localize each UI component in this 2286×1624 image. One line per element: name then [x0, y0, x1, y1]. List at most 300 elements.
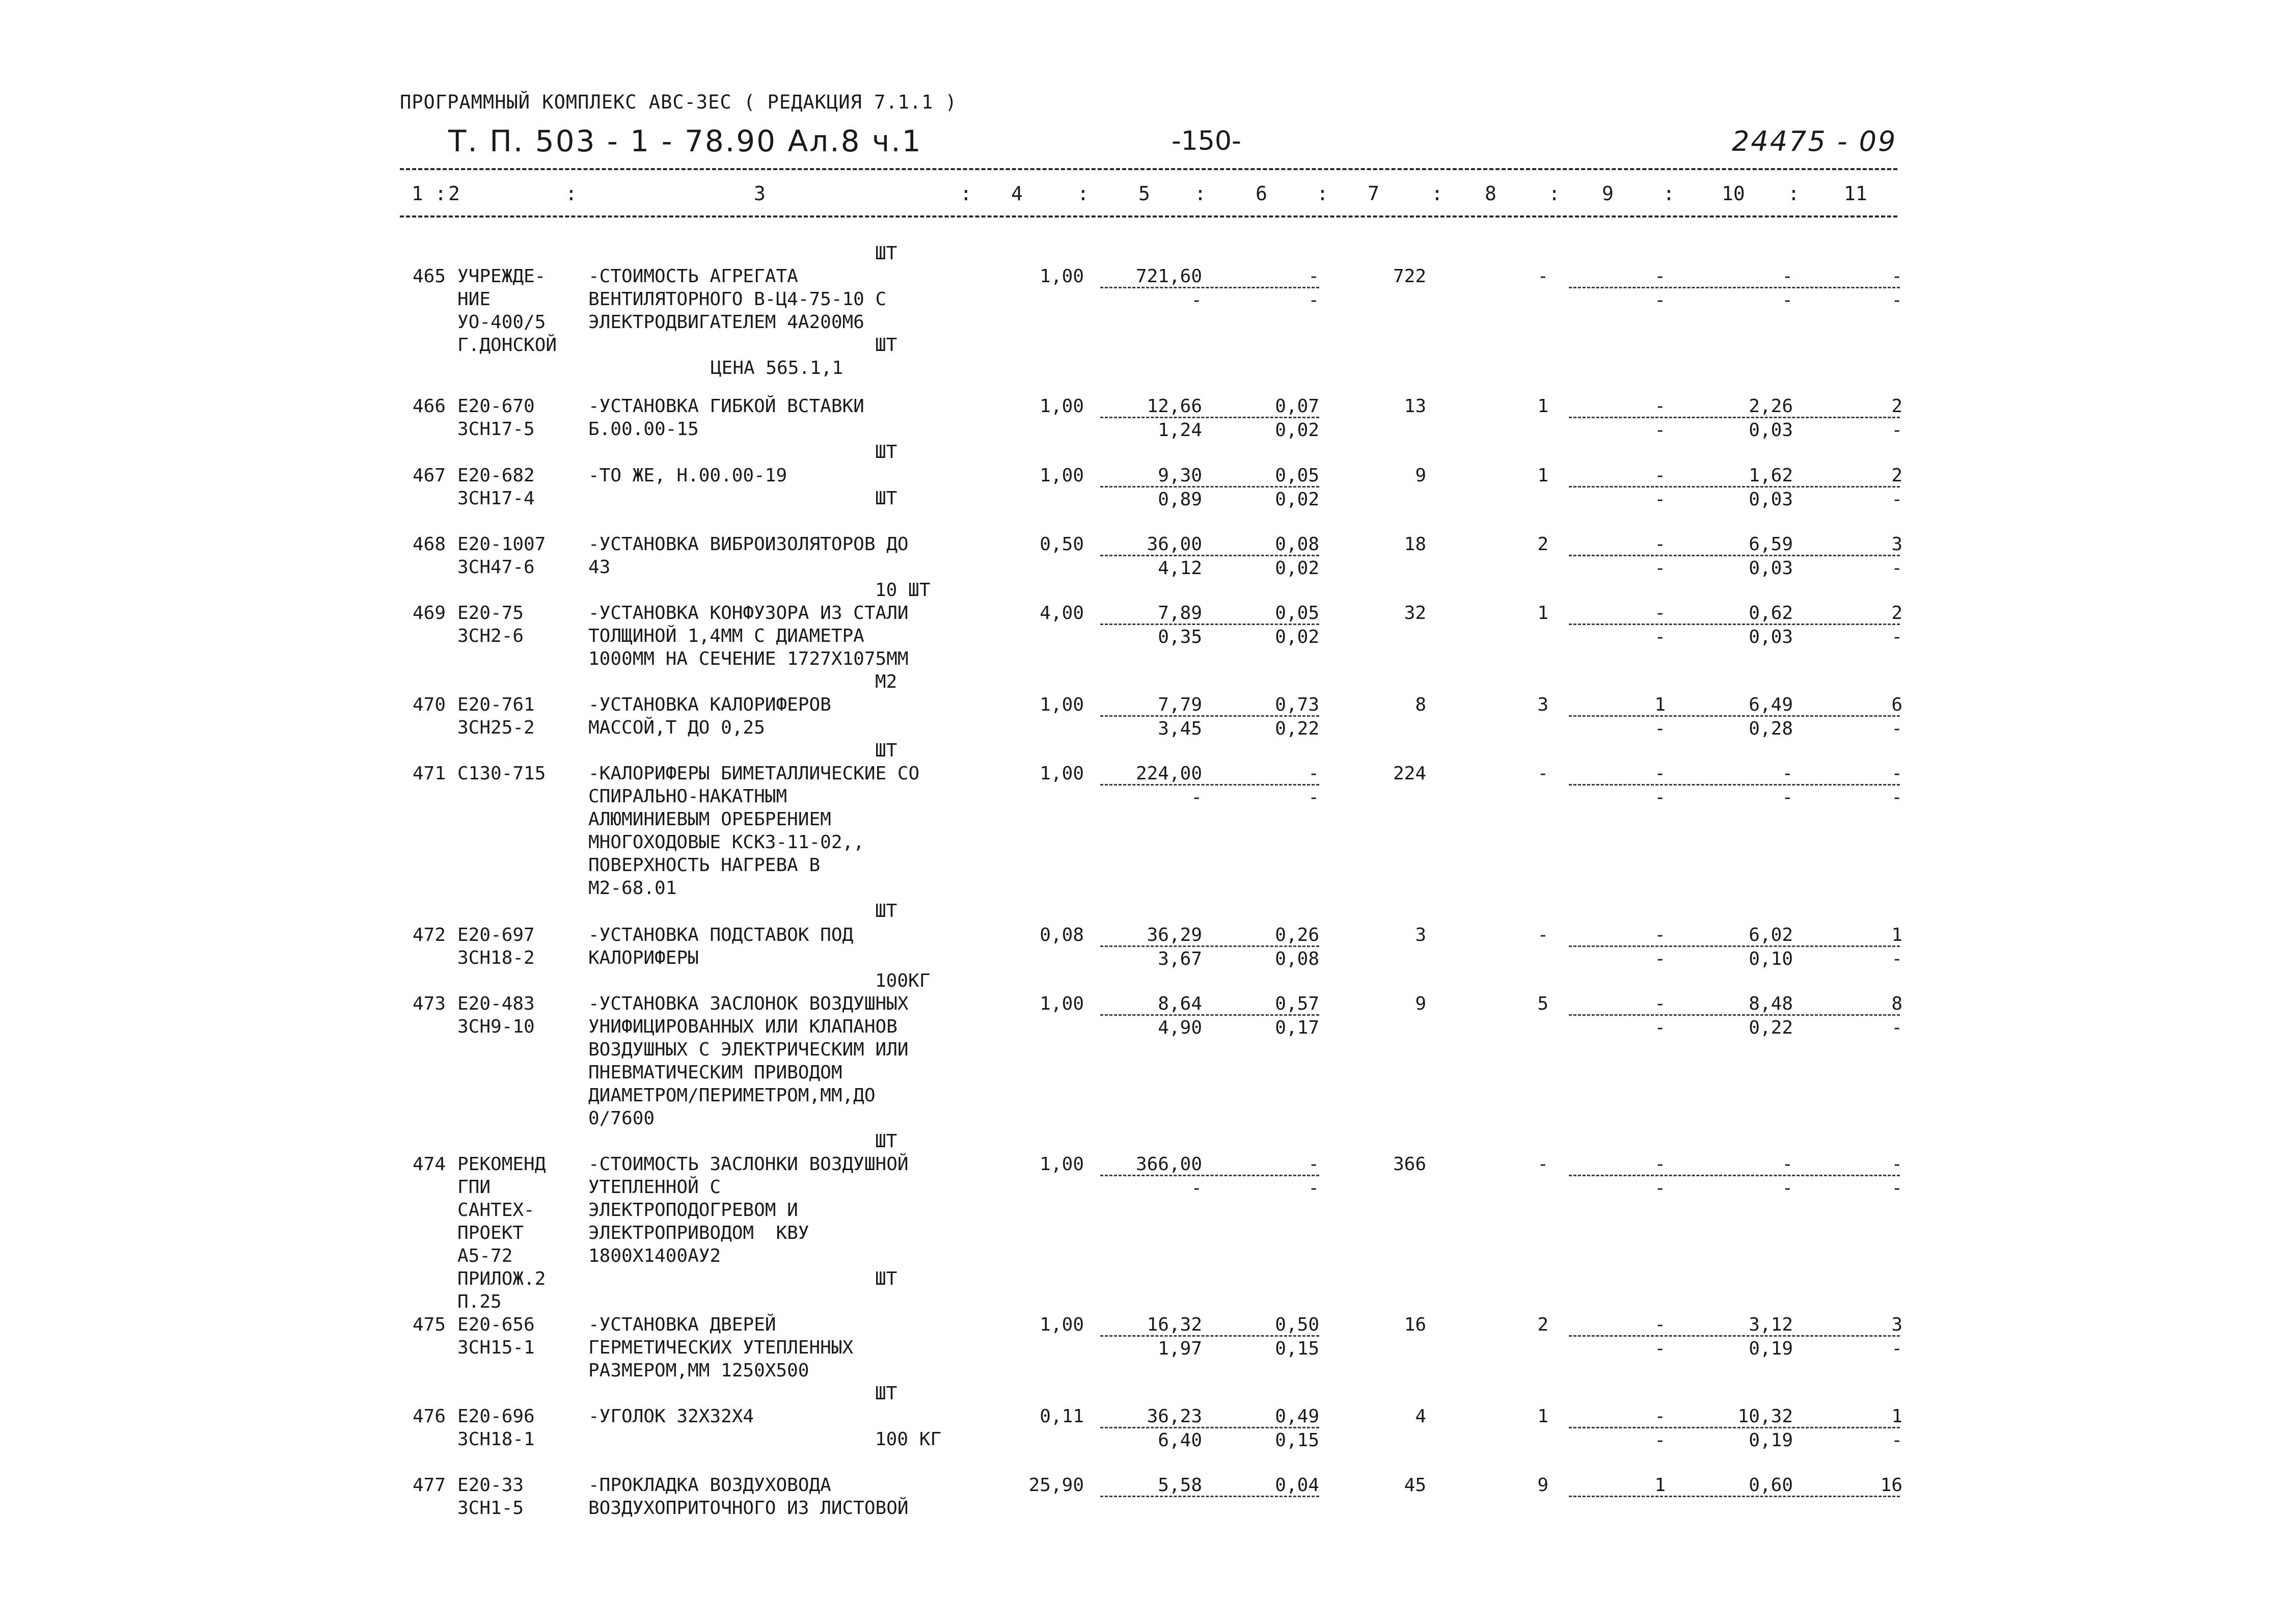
col10-value: 6,59: [1749, 534, 1793, 555]
doc-code: Т. П. 503 - 1 - 78.90 Ал.8 ч.1: [448, 124, 922, 158]
work-description: -УСТАНОВКА КАЛОРИФЕРОВ: [588, 694, 831, 715]
rate-code: НИЕ: [457, 289, 491, 310]
col5-value: 5,58: [1158, 1475, 1202, 1496]
col5-value: 224,00: [1135, 763, 1202, 784]
row-number: 472: [413, 925, 446, 945]
rate-code: Е20-483: [457, 993, 535, 1014]
col6-value: 0,08: [1275, 534, 1319, 555]
col8-value: -: [1537, 925, 1548, 945]
col10-value: 0,62: [1749, 603, 1793, 624]
col11-subvalue: -: [1891, 1017, 1902, 1038]
unit-label: 100КГ: [875, 970, 931, 991]
col5-value: 16,32: [1147, 1314, 1202, 1335]
work-description: ВОЗДУХОПРИТОЧНОГО ИЗ ЛИСТОВОЙ: [588, 1498, 909, 1519]
column-header-16: :: [1663, 182, 1675, 205]
rate-code: ЗСН18-1: [457, 1429, 535, 1450]
col11-subvalue: -: [1891, 558, 1902, 579]
row-underline: [1100, 945, 1319, 947]
col6-subvalue: 0,02: [1275, 420, 1319, 441]
col8-value: 2: [1537, 534, 1548, 555]
col11-value: -: [1891, 1154, 1902, 1175]
col5-subvalue: 4,12: [1158, 558, 1202, 579]
row-underline: [1100, 1014, 1319, 1016]
row-number: 477: [413, 1475, 446, 1496]
col9-subvalue: -: [1654, 1178, 1666, 1199]
rate-code: Г.ДОНСКОЙ: [457, 335, 557, 356]
col6-subvalue: 0,22: [1275, 718, 1319, 739]
row-underline: [1569, 1427, 1900, 1428]
rate-code: ЗСН15-1: [457, 1337, 535, 1358]
col6-subvalue: 0,17: [1275, 1017, 1319, 1038]
col6-value: -: [1308, 266, 1319, 287]
price-note: ЦЕНА 565.1,1: [711, 358, 843, 378]
col6-value: 0,50: [1275, 1314, 1319, 1335]
row-number: 471: [413, 763, 446, 784]
col6-value: -: [1308, 1154, 1319, 1175]
work-description: АЛЮМИНИЕВЫМ ОРЕБРЕНИЕМ: [588, 809, 831, 830]
row-underline: [1100, 287, 1319, 288]
unit-label: ШТ: [875, 901, 897, 922]
rate-code: Е20-75: [457, 603, 524, 624]
row-number: 474: [413, 1154, 446, 1175]
col7-value: 9: [1415, 465, 1426, 486]
col10-subvalue: 0,03: [1749, 558, 1793, 579]
work-description: ВОЗДУШНЫХ С ЭЛЕКТРИЧЕСКИМ ИЛИ: [588, 1039, 909, 1060]
row-underline: [1569, 945, 1900, 947]
col5-subvalue: -: [1191, 787, 1202, 808]
page-number: -150-: [1172, 126, 1241, 156]
row-number: 475: [413, 1314, 446, 1335]
rate-code: Е20-697: [457, 925, 535, 945]
rate-code: ПРИЛОЖ.2: [457, 1268, 546, 1289]
col8-value: -: [1537, 1154, 1548, 1175]
rate-code: С130-715: [457, 763, 546, 784]
column-header-1: 2: [448, 182, 460, 205]
quantity-value: 1,00: [1040, 1154, 1084, 1175]
work-description: М2-68.01: [588, 878, 677, 899]
row-number: 466: [413, 396, 446, 417]
row-underline: [1100, 486, 1319, 488]
rate-code: ЗСН17-5: [457, 419, 535, 440]
rate-code: УЧРЕЖДЕ-: [457, 266, 546, 287]
col9-value: -: [1654, 465, 1666, 486]
work-description: МАССОЙ,Т ДО 0,25: [588, 717, 765, 738]
col6-subvalue: 0,02: [1275, 627, 1319, 647]
quantity-value: 1,00: [1040, 396, 1084, 417]
top-rule: [400, 168, 1897, 170]
col8-value: 2: [1537, 1314, 1548, 1335]
col9-subvalue: -: [1654, 1017, 1666, 1038]
work-description: -УСТАНОВКА КОНФУЗОРА ИЗ СТАЛИ: [588, 603, 909, 624]
column-header-7: 5: [1138, 182, 1150, 205]
col9-subvalue: -: [1654, 290, 1666, 311]
work-description: 0/7600: [588, 1108, 655, 1129]
col11-value: 2: [1891, 465, 1902, 486]
row-underline: [1569, 486, 1900, 488]
row-number: 469: [413, 603, 446, 624]
quantity-value: 1,00: [1040, 694, 1084, 715]
col5-value: 36,29: [1147, 925, 1202, 945]
col11-subvalue: -: [1891, 718, 1902, 739]
rate-code: Е20-696: [457, 1406, 535, 1427]
work-description: ВЕНТИЛЯТОРНОГО В-Ц4-75-10 С: [588, 289, 887, 310]
column-header-19: 11: [1844, 182, 1867, 205]
col10-value: 8,48: [1749, 993, 1793, 1014]
work-description: -ТО ЖЕ, Н.00.00-19: [588, 465, 787, 486]
col6-value: 0,49: [1275, 1406, 1319, 1427]
col10-subvalue: 0,22: [1749, 1017, 1793, 1038]
row-underline: [1100, 1175, 1319, 1176]
rate-code: ЗСН47-6: [457, 557, 535, 578]
row-underline: [1569, 1175, 1900, 1176]
col5-subvalue: 1,24: [1158, 420, 1202, 441]
work-description: РАЗМЕРОМ,ММ 1250Х500: [588, 1360, 809, 1381]
work-description: -УГОЛОК 32Х32Х4: [588, 1406, 754, 1427]
col9-subvalue: -: [1654, 718, 1666, 739]
rate-code: РЕКОМЕНД: [457, 1154, 546, 1175]
col7-value: 4: [1415, 1406, 1426, 1427]
col11-subvalue: -: [1891, 1178, 1902, 1199]
quantity-value: 1,00: [1040, 1314, 1084, 1335]
rate-code: ЗСН1-5: [457, 1498, 524, 1519]
rate-code: Е20-33: [457, 1475, 524, 1496]
work-description: 43: [588, 557, 611, 578]
work-description: 1800Х1400АУ2: [588, 1246, 721, 1266]
col5-value: 721,60: [1135, 266, 1202, 287]
quantity-value: 25,90: [1028, 1475, 1084, 1496]
col6-subvalue: 0,15: [1275, 1338, 1319, 1359]
quantity-value: 1,00: [1040, 465, 1084, 486]
column-header-5: 4: [1011, 182, 1023, 205]
col6-subvalue: 0,08: [1275, 949, 1319, 969]
column-header-2: :: [565, 182, 577, 205]
quantity-value: 1,00: [1040, 266, 1084, 287]
col9-value: -: [1654, 1154, 1666, 1175]
row-number: 476: [413, 1406, 446, 1427]
column-header-14: :: [1548, 182, 1560, 205]
row-underline: [1100, 784, 1319, 786]
rate-code: ПРОЕКТ: [457, 1223, 524, 1243]
work-description: -УСТАНОВКА ДВЕРЕЙ: [588, 1314, 776, 1335]
col5-value: 36,00: [1147, 534, 1202, 555]
column-header-17: 10: [1722, 182, 1745, 205]
rate-code: УО-400/5: [457, 312, 546, 333]
row-underline: [1100, 1496, 1319, 1497]
row-underline: [1100, 715, 1319, 717]
col5-value: 12,66: [1147, 396, 1202, 417]
col10-subvalue: 0,19: [1749, 1430, 1793, 1451]
rate-code: ЗСН17-4: [457, 488, 535, 509]
rate-code: П.25: [457, 1291, 502, 1312]
work-description: УТЕПЛЕННОЙ С: [588, 1177, 721, 1198]
col9-value: -: [1654, 396, 1666, 417]
col11-value: 1: [1891, 1406, 1902, 1427]
work-description: ЭЛЕКТРОДВИГАТЕЛЕМ 4А200М6: [588, 312, 864, 333]
quantity-value: 0,50: [1040, 534, 1084, 555]
col5-subvalue: 3,45: [1158, 718, 1202, 739]
col7-value: 32: [1404, 603, 1426, 624]
col7-value: 18: [1404, 534, 1426, 555]
unit-label: ШТ: [875, 442, 897, 463]
column-header-15: 9: [1602, 182, 1614, 205]
rate-code: Е20-1007: [457, 534, 546, 555]
col9-subvalue: -: [1654, 420, 1666, 441]
work-description: ДИАМЕТРОМ/ПЕРИМЕТРОМ,ММ,ДО: [588, 1085, 876, 1106]
row-underline: [1569, 1014, 1900, 1016]
col6-value: -: [1308, 763, 1319, 784]
col6-value: 0,57: [1275, 993, 1319, 1014]
work-description: -ПРОКЛАДКА ВОЗДУХОВОДА: [588, 1475, 831, 1496]
header-rule: [400, 215, 1897, 218]
work-description: КАЛОРИФЕРЫ: [588, 948, 699, 968]
col10-value: 6,49: [1749, 694, 1793, 715]
unit-label: М2: [875, 671, 897, 692]
row-underline: [1100, 624, 1319, 625]
col8-value: 1: [1537, 1406, 1548, 1427]
col6-subvalue: 0,15: [1275, 1430, 1319, 1451]
unit-label: ШТ: [875, 335, 897, 356]
work-description: -КАЛОРИФЕРЫ БИМЕТАЛЛИЧЕСКИЕ СО: [588, 763, 920, 784]
column-header-10: :: [1317, 182, 1328, 205]
col9-value: 1: [1654, 694, 1666, 715]
col5-subvalue: -: [1191, 290, 1202, 311]
row-underline: [1569, 555, 1900, 556]
rate-code: Е20-761: [457, 694, 535, 715]
col10-value: -: [1782, 763, 1793, 784]
row-underline: [1569, 715, 1900, 717]
col11-value: -: [1891, 266, 1902, 287]
col8-value: 1: [1537, 465, 1548, 486]
col8-value: 1: [1537, 603, 1548, 624]
col9-value: 1: [1654, 1475, 1666, 1496]
col11-subvalue: -: [1891, 787, 1902, 808]
col9-subvalue: -: [1654, 1430, 1666, 1451]
work-description: СПИРАЛЬНО-НАКАТНЫМ: [588, 786, 787, 807]
column-header-11: 7: [1368, 182, 1379, 205]
col7-value: 722: [1393, 266, 1426, 287]
row-underline: [1569, 624, 1900, 625]
col10-value: -: [1782, 266, 1793, 287]
col10-value: 3,12: [1749, 1314, 1793, 1335]
col9-subvalue: -: [1654, 627, 1666, 647]
col5-value: 7,79: [1158, 694, 1202, 715]
work-description: Б.00.00-15: [588, 419, 699, 440]
rate-code: САНТЕХ-: [457, 1200, 535, 1221]
col7-value: 8: [1415, 694, 1426, 715]
col7-value: 224: [1393, 763, 1426, 784]
col5-value: 7,89: [1158, 603, 1202, 624]
col9-subvalue: -: [1654, 558, 1666, 579]
col11-subvalue: -: [1891, 420, 1902, 441]
row-number: 468: [413, 534, 446, 555]
col9-value: -: [1654, 993, 1666, 1014]
col9-subvalue: -: [1654, 1338, 1666, 1359]
col5-value: 366,00: [1135, 1154, 1202, 1175]
work-description: -УСТАНОВКА ВИБРОИЗОЛЯТОРОВ ДО: [588, 534, 909, 555]
row-number: 465: [413, 266, 446, 287]
col10-value: 10,32: [1737, 1406, 1793, 1427]
col5-subvalue: 1,97: [1158, 1338, 1202, 1359]
col6-value: 0,04: [1275, 1475, 1319, 1496]
col5-subvalue: 3,67: [1158, 949, 1202, 969]
column-header-13: 8: [1485, 182, 1496, 205]
work-description: 1000ММ НА СЕЧЕНИЕ 1727Х1075ММ: [588, 648, 909, 669]
col11-value: 1: [1891, 925, 1902, 945]
col9-subvalue: -: [1654, 787, 1666, 808]
row-number: 467: [413, 465, 446, 486]
rate-code: Е20-656: [457, 1314, 535, 1335]
column-header-9: 6: [1256, 182, 1267, 205]
rate-code: Е20-682: [457, 465, 535, 486]
col10-subvalue: -: [1782, 787, 1793, 808]
col9-value: -: [1654, 266, 1666, 287]
work-description: ТОЛЩИНОЙ 1,4ММ С ДИАМЕТРА: [588, 626, 864, 646]
col10-value: 0,60: [1749, 1475, 1793, 1496]
rate-code: ЗСН2-6: [457, 626, 524, 646]
col8-value: -: [1537, 266, 1548, 287]
col5-subvalue: -: [1191, 1178, 1202, 1199]
unit-label: ШТ: [875, 488, 897, 509]
rate-code: ГПИ: [457, 1177, 491, 1198]
col6-subvalue: -: [1308, 290, 1319, 311]
col9-value: -: [1654, 603, 1666, 624]
col10-subvalue: -: [1782, 290, 1793, 311]
work-description: МНОГОХОДОВЫЕ КСК3-11-02,,: [588, 832, 864, 853]
work-description: -УСТАНОВКА ГИБКОЙ ВСТАВКИ: [588, 396, 864, 417]
col11-subvalue: -: [1891, 627, 1902, 647]
col5-subvalue: 0,89: [1158, 489, 1202, 510]
col7-value: 16: [1404, 1314, 1426, 1335]
col11-value: 16: [1880, 1475, 1902, 1496]
col6-value: 0,05: [1275, 603, 1319, 624]
col6-subvalue: 0,02: [1275, 489, 1319, 510]
col7-value: 45: [1404, 1475, 1426, 1496]
column-header-8: :: [1194, 182, 1206, 205]
column-header-12: :: [1431, 182, 1443, 205]
rate-code: ЗСН25-2: [457, 717, 535, 738]
col10-subvalue: 0,28: [1749, 718, 1793, 739]
col11-subvalue: -: [1891, 1338, 1902, 1359]
row-underline: [1569, 417, 1900, 418]
rate-code: А5-72: [457, 1246, 513, 1266]
col8-value: 1: [1537, 396, 1548, 417]
row-underline: [1569, 287, 1900, 288]
col11-subvalue: -: [1891, 1430, 1902, 1451]
row-number: 470: [413, 694, 446, 715]
rate-code: ЗСН18-2: [457, 948, 535, 968]
col8-value: -: [1537, 763, 1548, 784]
col11-subvalue: -: [1891, 949, 1902, 969]
unit-label: ШТ: [875, 1383, 897, 1404]
col11-value: -: [1891, 763, 1902, 784]
work-description: УНИФИЦИРОВАННЫХ ИЛИ КЛАПАНОВ: [588, 1016, 897, 1037]
work-description: ЭЛЕКТРОПРИВОДОМ КВУ: [588, 1223, 809, 1243]
row-underline: [1100, 1427, 1319, 1428]
col7-value: 9: [1415, 993, 1426, 1014]
unit-label: ШТ: [875, 243, 897, 264]
col8-value: 9: [1537, 1475, 1548, 1496]
column-header-18: :: [1788, 182, 1800, 205]
doc-number: 24475 - 09: [1732, 125, 1897, 157]
unit-label: ШТ: [875, 1268, 897, 1289]
column-header-6: :: [1077, 182, 1089, 205]
col5-subvalue: 0,35: [1158, 627, 1202, 647]
unit-label: ШТ: [875, 1131, 897, 1152]
rate-code: ЗСН9-10: [457, 1016, 535, 1037]
quantity-value: 4,00: [1040, 603, 1084, 624]
col11-subvalue: -: [1891, 489, 1902, 510]
col6-subvalue: -: [1308, 1178, 1319, 1199]
col5-value: 9,30: [1158, 465, 1202, 486]
col6-subvalue: -: [1308, 787, 1319, 808]
work-description: ПНЕВМАТИЧЕСКИМ ПРИВОДОМ: [588, 1062, 842, 1083]
col9-value: -: [1654, 925, 1666, 945]
work-description: ЭЛЕКТРОПОДОГРЕВОМ И: [588, 1200, 798, 1221]
col11-value: 2: [1891, 396, 1902, 417]
col9-value: -: [1654, 763, 1666, 784]
col10-value: 2,26: [1749, 396, 1793, 417]
col8-value: 3: [1537, 694, 1548, 715]
col10-subvalue: 0,03: [1749, 627, 1793, 647]
col10-subvalue: -: [1782, 1178, 1793, 1199]
row-underline: [1569, 1496, 1900, 1497]
col10-subvalue: 0,19: [1749, 1338, 1793, 1359]
col5-subvalue: 4,90: [1158, 1017, 1202, 1038]
col5-subvalue: 6,40: [1158, 1430, 1202, 1451]
col10-value: 1,62: [1749, 465, 1793, 486]
quantity-value: 1,00: [1040, 763, 1084, 784]
quantity-value: 1,00: [1040, 993, 1084, 1014]
unit-label: 10 ШТ: [875, 580, 931, 601]
col11-value: 6: [1891, 694, 1902, 715]
col11-value: 2: [1891, 603, 1902, 624]
row-underline: [1569, 1335, 1900, 1337]
row-underline: [1569, 784, 1900, 786]
col8-value: 5: [1537, 993, 1548, 1014]
col5-value: 8,64: [1158, 993, 1202, 1014]
col11-value: 3: [1891, 534, 1902, 555]
row-underline: [1100, 417, 1319, 418]
col7-value: 13: [1404, 396, 1426, 417]
col9-subvalue: -: [1654, 949, 1666, 969]
work-description: -УСТАНОВКА ЗАСЛОНОК ВОЗДУШНЫХ: [588, 993, 909, 1014]
col5-value: 36,23: [1147, 1406, 1202, 1427]
work-description: -УСТАНОВКА ПОДСТАВОК ПОД: [588, 925, 854, 945]
unit-label: ШТ: [875, 740, 897, 761]
col10-subvalue: 0,10: [1749, 949, 1793, 969]
column-header-4: :: [960, 182, 972, 205]
row-underline: [1100, 1335, 1319, 1337]
col10-subvalue: 0,03: [1749, 420, 1793, 441]
col6-value: 0,73: [1275, 694, 1319, 715]
col11-value: 3: [1891, 1314, 1902, 1335]
col10-value: 6,02: [1749, 925, 1793, 945]
quantity-value: 0,08: [1040, 925, 1084, 945]
work-description: ГЕРМЕТИЧЕСКИХ УТЕПЛЕННЫХ: [588, 1337, 854, 1358]
work-description: ПОВЕРХНОСТЬ НАГРЕВА В: [588, 855, 821, 876]
program-line: ПРОГРАММНЫЙ КОМПЛЕКС АВС-ЗЕС ( РЕДАКЦИЯ 7.1.1 ): [400, 91, 957, 113]
col9-subvalue: -: [1654, 489, 1666, 510]
col6-value: 0,05: [1275, 465, 1319, 486]
quantity-value: 0,11: [1040, 1406, 1084, 1427]
col6-value: 0,07: [1275, 396, 1319, 417]
col10-subvalue: 0,03: [1749, 489, 1793, 510]
col6-subvalue: 0,02: [1275, 558, 1319, 579]
col11-value: 8: [1891, 993, 1902, 1014]
col10-value: -: [1782, 1154, 1793, 1175]
row-underline: [1100, 555, 1319, 556]
col11-subvalue: -: [1891, 290, 1902, 311]
